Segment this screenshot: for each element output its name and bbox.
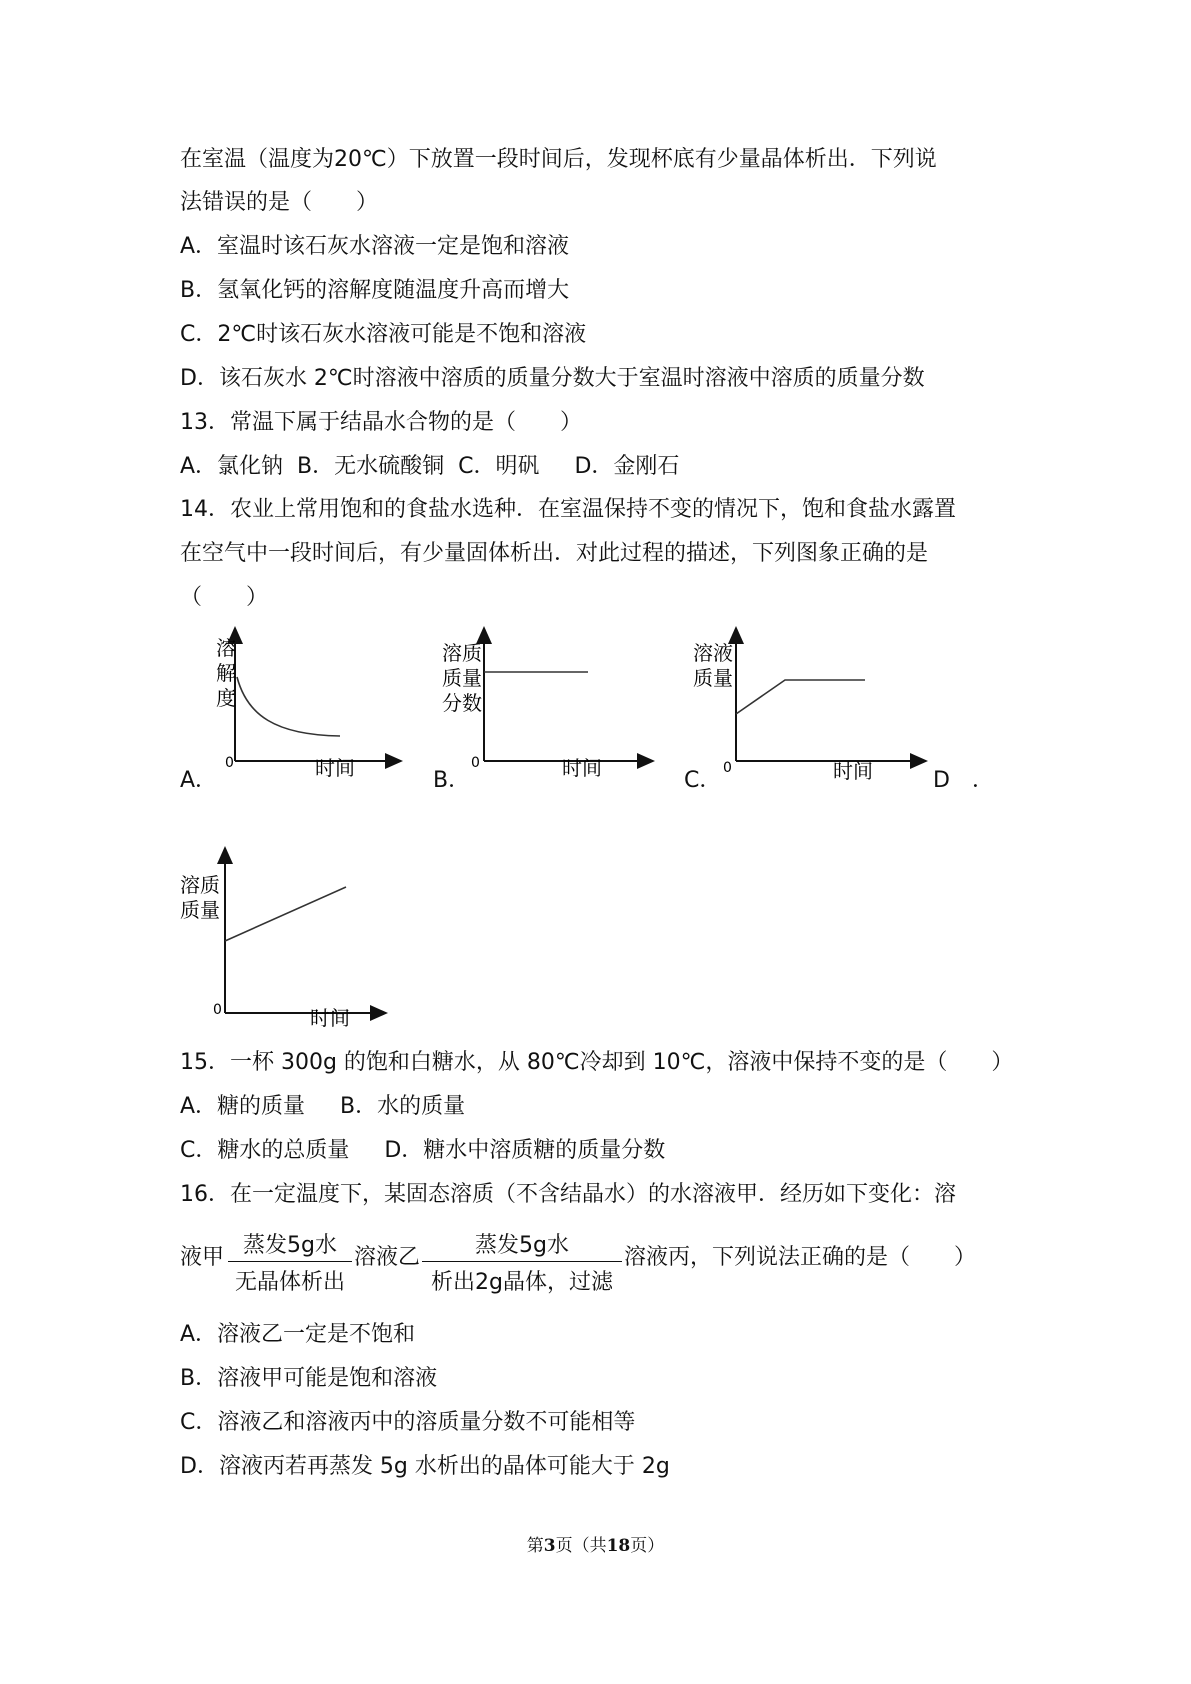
q15-options-ab: A．糖的质量 B．水的质量 <box>180 1094 466 1119</box>
q12-option-d: D．该石灰水 2℃时溶液中溶质的质量分数大于室温时溶液中溶质的质量分数 <box>180 366 925 391</box>
q16-scheme-end: 溶液丙，下列说法正确的是（ ） <box>624 1245 977 1270</box>
footer-middle: 页（共 <box>555 1536 607 1556</box>
q15-options-cd: C．糖水的总质量 D．糖水中溶质糖的质量分数 <box>180 1138 666 1163</box>
q14-stem-line1: 14．农业上常用饱和的食盐水选种．在室温保持不变的情况下，饱和食盐水露置 <box>180 497 956 522</box>
step1-condition-top: 蒸发5g水 <box>243 1233 337 1258</box>
step2-condition-bottom: 析出2g晶体，过滤 <box>431 1270 613 1295</box>
footer-suffix: 页） <box>630 1536 665 1556</box>
step2-condition-top: 蒸发5g水 <box>475 1233 569 1258</box>
q14-option-c-label: C． <box>684 768 722 793</box>
q14-graph-c <box>693 630 935 790</box>
y-label-line1: 溶 <box>216 636 236 660</box>
y-label-line3: 分数 <box>442 691 482 715</box>
y-label-line1: 溶质 <box>442 641 482 665</box>
q14-graph-d <box>180 850 380 1030</box>
y-label-line2: 质量 <box>693 666 733 690</box>
q14-stem-line3: （ ） <box>180 585 269 610</box>
q14-graph-a <box>205 630 405 790</box>
page-footer <box>0 1531 1191 1556</box>
y-label-line1: 溶质 <box>180 873 220 897</box>
q14-option-d-label: D ． <box>933 768 994 793</box>
q14-option-b-label: B． <box>433 768 471 793</box>
step2-arrow-bar <box>422 1261 622 1262</box>
step1-arrow-bar <box>228 1261 352 1262</box>
solute-mass-line <box>225 887 346 941</box>
q12-stem-line1: 在室温（温度为20℃）下放置一段时间后，发现杯底有少量晶体析出．下列说 <box>180 147 937 172</box>
x-label: 时间 <box>310 1006 350 1030</box>
y-label-line2: 质量 <box>442 666 482 690</box>
q14-graph-b <box>442 630 662 790</box>
solubility-curve <box>237 677 340 736</box>
x-label: 时间 <box>833 759 873 783</box>
footer-total-pages: 18 <box>606 1536 631 1556</box>
solution-mass-line <box>736 680 865 714</box>
q16-option-d: D．溶液丙若再蒸发 5g 水析出的晶体可能大于 2g <box>180 1454 670 1479</box>
y-label-line3: 度 <box>216 686 236 710</box>
q15-stem: 15．一杯 300g 的饱和白糖水，从 80℃冷却到 10℃，溶液中保持不变的是（ ） <box>180 1050 1014 1075</box>
q13-stem: 13．常温下属于结晶水合物的是（ ） <box>180 410 582 435</box>
q16-arrow-step1 <box>228 1228 352 1298</box>
origin-label: 0 <box>471 755 480 771</box>
origin-label: 0 <box>225 755 234 771</box>
q13-options: A．氯化钠 B．无水硫酸铜 C．明矾 D．金刚石 <box>180 454 680 479</box>
q16-stem-line1: 16．在一定温度下，某固态溶质（不含结晶水）的水溶液甲．经历如下变化：溶 <box>180 1182 956 1207</box>
q12-stem-line2: 法错误的是（ ） <box>180 190 379 215</box>
q14-option-a-label: A． <box>180 768 218 793</box>
q12-option-b: B．氢氧化钙的溶解度随温度升高而增大 <box>180 278 570 303</box>
x-label: 时间 <box>315 756 355 780</box>
q12-option-c: C．2℃时该石灰水溶液可能是不饱和溶液 <box>180 322 587 347</box>
q14-stem-line2: 在空气中一段时间后，有少量固体析出．对此过程的描述，下列图象正确的是 <box>180 541 929 566</box>
step1-condition-bottom: 无晶体析出 <box>234 1270 345 1295</box>
footer-page-number: 3 <box>543 1536 556 1556</box>
origin-label: 0 <box>723 760 732 776</box>
y-label-line2: 质量 <box>180 898 220 922</box>
q16-scheme-middle: 溶液乙 <box>354 1245 421 1270</box>
q16-scheme-start: 液甲 <box>180 1245 225 1270</box>
origin-label: 0 <box>213 1002 222 1018</box>
footer-prefix: 第 <box>526 1536 544 1556</box>
q16-arrow-step2 <box>422 1228 622 1298</box>
q16-option-a: A．溶液乙一定是不饱和 <box>180 1322 416 1347</box>
q12-option-a: A．室温时该石灰水溶液一定是饱和溶液 <box>180 234 570 259</box>
y-label-line1: 溶液 <box>693 641 733 665</box>
q16-option-b: B．溶液甲可能是饱和溶液 <box>180 1366 438 1391</box>
x-label: 时间 <box>562 756 602 780</box>
y-label-line2: 解 <box>216 661 236 685</box>
q16-option-c: C．溶液乙和溶液丙中的溶质量分数不可能相等 <box>180 1410 636 1435</box>
